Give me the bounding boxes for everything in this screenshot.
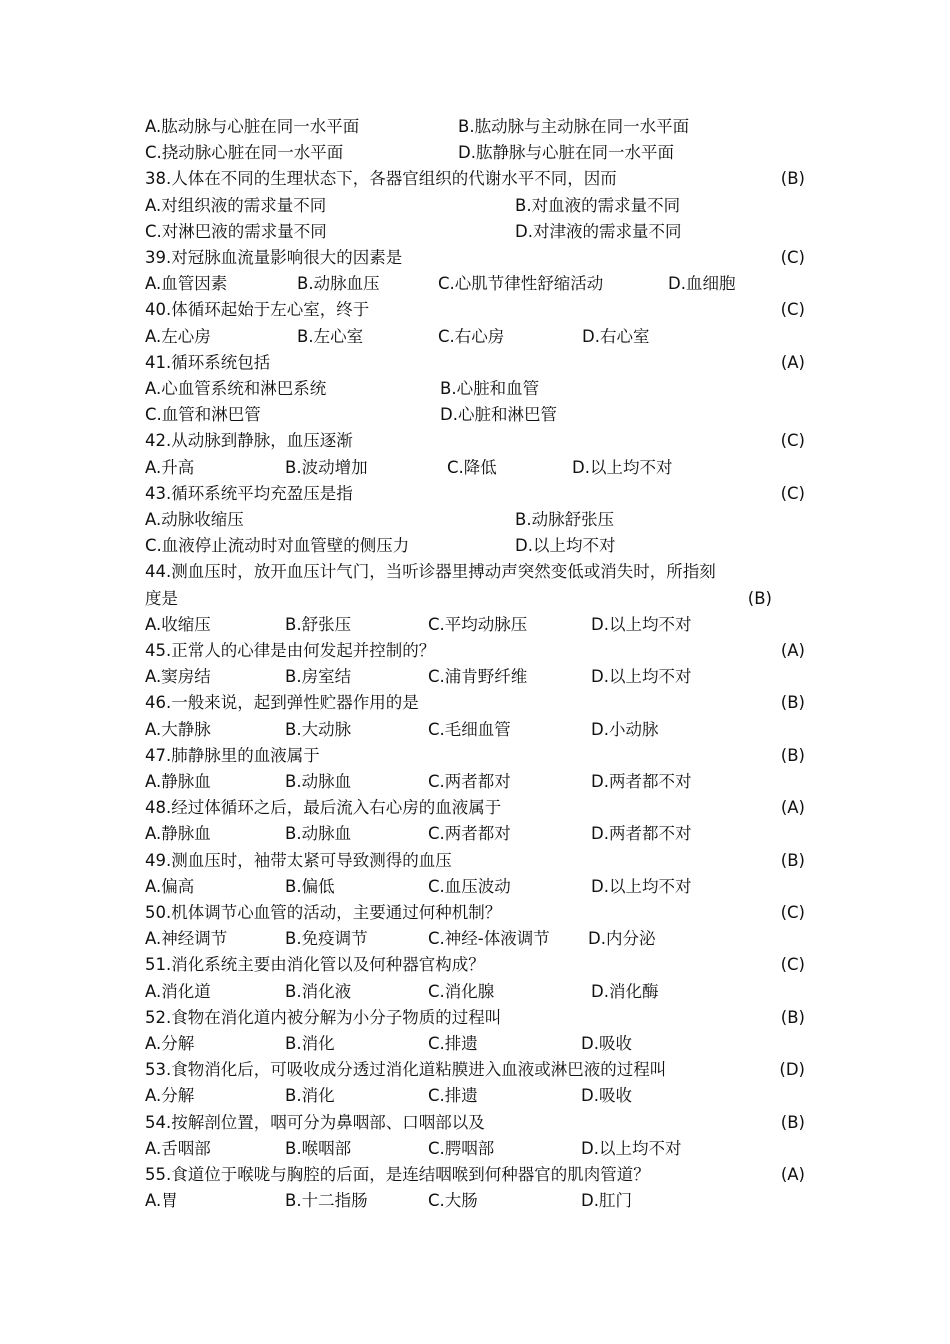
options-line	[145, 1031, 805, 1057]
question-line	[145, 559, 805, 585]
option-b: D.对津液的需求量不同	[515, 221, 682, 241]
question-line	[145, 848, 805, 874]
options-line	[145, 219, 805, 245]
options-line	[145, 455, 805, 481]
options-line	[145, 979, 805, 1005]
answer-key: (B)	[780, 1007, 805, 1027]
options-line	[145, 769, 805, 795]
option-c: C.两者都对	[428, 824, 511, 844]
options-line	[145, 874, 805, 900]
options-line	[145, 140, 805, 166]
option-b: B.消化	[285, 1086, 335, 1106]
options-line	[145, 926, 805, 952]
options-line	[145, 193, 805, 219]
question-line	[145, 952, 805, 978]
option-b: B.消化液	[285, 981, 352, 1001]
option-c: C.大肠	[428, 1191, 478, 1211]
question-text: 42.从动脉到静脉，血压逐渐	[145, 431, 353, 451]
option-c: C.消化腺	[428, 981, 495, 1001]
option-a: A.升高	[145, 457, 195, 477]
question-text: 38.人体在不同的生理状态下，各器官组织的代谢水平不同，因而	[145, 169, 617, 189]
option-a: C.血管和淋巴管	[145, 405, 261, 425]
option-a: A.胃	[145, 1191, 178, 1211]
option-d: D.肛门	[581, 1191, 632, 1211]
question-text: 51.消化系统主要由消化管以及何种器官构成？	[145, 955, 485, 975]
question-line	[145, 481, 805, 507]
option-d: D.两者都不对	[591, 824, 692, 844]
option-c: C.心肌节律性舒缩活动	[438, 274, 604, 294]
options-line	[145, 1136, 805, 1162]
option-b: B.左心室	[297, 326, 364, 346]
question-text: 41.循环系统包括	[145, 352, 271, 372]
answer-key: (C)	[780, 483, 805, 503]
option-a: C.挠动脉心脏在同一水平面	[145, 143, 344, 163]
answer-key: (A)	[780, 798, 805, 818]
question-text: 44.测血压时，放开血压计气门，当听诊器里搏动声突然变低或消失时，所指刻	[145, 562, 716, 582]
question-line	[145, 1057, 805, 1083]
option-a: A.收缩压	[145, 614, 211, 634]
option-c: C.平均动脉压	[428, 614, 528, 634]
option-d: D.内分泌	[588, 929, 656, 949]
question-line	[145, 166, 805, 192]
option-a: A.分解	[145, 1034, 195, 1053]
options-line	[145, 821, 805, 847]
question-text: 46.一般来说，起到弹性贮器作用的是	[145, 693, 419, 713]
question-text: 48.经过体循环之后，最后流入右心房的血液属于	[145, 798, 502, 818]
option-b: D.肱静脉与心脏在同一水平面	[458, 143, 674, 163]
option-d: D.血细胞	[668, 274, 736, 294]
question-text: 43.循环系统平均充盈压是指	[145, 483, 353, 503]
option-b: B.波动增加	[285, 457, 368, 477]
answer-key: (B)	[780, 1112, 805, 1132]
option-c: C.右心房	[438, 326, 505, 346]
question-line	[145, 297, 805, 323]
question-line	[145, 245, 805, 271]
option-a: A.分解	[145, 1086, 195, 1106]
option-c: C.降低	[447, 457, 497, 477]
option-b: B.舒张压	[285, 614, 352, 634]
option-b: B.大动脉	[285, 719, 352, 739]
question-line	[145, 900, 805, 926]
question-text: 40.体循环起始于左心室，终于	[145, 300, 370, 320]
answer-key: (C)	[780, 955, 805, 975]
answer-key: (A)	[780, 641, 805, 660]
option-d: D.小动脉	[591, 719, 659, 739]
options-line	[145, 271, 805, 297]
option-b: B.肱动脉与主动脉在同一水平面	[458, 117, 690, 136]
answer-key: (C)	[780, 248, 805, 267]
option-a: A.消化道	[145, 981, 211, 1001]
answer-key: (B)	[780, 693, 805, 713]
options-line	[145, 612, 805, 638]
answer-key: (A)	[780, 352, 805, 372]
answer-key: (B)	[747, 588, 772, 608]
option-d: D.吸收	[581, 1086, 632, 1106]
option-b: B.房室结	[285, 667, 352, 687]
question-line	[145, 1162, 805, 1188]
options-line	[145, 114, 805, 140]
answer-key: (B)	[780, 745, 805, 765]
options-line	[145, 376, 805, 402]
option-d: D.以上均不对	[591, 614, 692, 634]
option-c: C.腭咽部	[428, 1138, 495, 1158]
option-c: C.两者都对	[428, 772, 511, 791]
question-line	[145, 690, 805, 716]
option-d: D.两者都不对	[591, 772, 692, 791]
option-a: A.左心房	[145, 326, 211, 346]
question-text: 53.食物消化后，可吸收成分透过消化道粘膜进入血液或淋巴液的过程叫	[145, 1060, 667, 1080]
options-line	[145, 1188, 805, 1214]
question-text: 54.按解剖位置，咽可分为鼻咽部、口咽部以及	[145, 1112, 485, 1132]
option-d: D.以上均不对	[591, 876, 692, 896]
option-a: A.舌咽部	[145, 1138, 211, 1158]
option-a: A.血管因素	[145, 274, 228, 294]
options-line	[145, 324, 805, 350]
option-b: B.消化	[285, 1034, 335, 1053]
option-b: B.动脉舒张压	[515, 510, 615, 529]
question-line	[145, 743, 805, 769]
option-b: B.动脉血压	[297, 274, 380, 294]
option-b: B.心脏和血管	[440, 379, 540, 398]
option-c: C.排遗	[428, 1086, 478, 1106]
option-b: B.免疫调节	[285, 929, 368, 949]
option-c: C.神经-体液调节	[428, 929, 550, 949]
option-c: C.排遗	[428, 1034, 478, 1053]
question-line	[145, 350, 805, 376]
option-b: D.心脏和淋巴管	[440, 405, 557, 425]
option-a: A.静脉血	[145, 772, 211, 791]
question-text: 39.对冠脉血流量影响很大的因素是	[145, 248, 403, 267]
option-a: A.静脉血	[145, 824, 211, 844]
option-d: D.以上均不对	[572, 457, 673, 477]
question-text: 50.机体调节心血管的活动，主要通过何种机制？	[145, 903, 502, 922]
option-d: D.以上均不对	[591, 667, 692, 687]
option-b: B.十二指肠	[285, 1191, 368, 1211]
option-a: A.肱动脉与心脏在同一水平面	[145, 117, 360, 136]
question-line	[145, 1005, 805, 1031]
answer-key: (B)	[780, 169, 805, 189]
option-a: A.大静脉	[145, 719, 211, 739]
option-d: D.以上均不对	[581, 1138, 682, 1158]
options-line	[145, 1083, 805, 1109]
option-b: B.对血液的需求量不同	[515, 195, 681, 215]
option-c: C.毛细血管	[428, 719, 511, 739]
answer-key: (C)	[780, 903, 805, 922]
options-line	[145, 717, 805, 743]
option-b: B.动脉血	[285, 772, 352, 791]
option-a: A.对组织液的需求量不同	[145, 195, 327, 215]
options-line	[145, 402, 805, 428]
option-c: C.浦肯野纤维	[428, 667, 528, 687]
answer-key: (A)	[780, 1165, 805, 1184]
question-text: 45.正常人的心律是由何发起并控制的？	[145, 641, 436, 660]
question-line	[145, 586, 805, 612]
answer-key: (B)	[780, 850, 805, 870]
options-line	[145, 664, 805, 690]
option-d: D.右心室	[582, 326, 650, 346]
option-b: B.喉咽部	[285, 1138, 352, 1158]
option-a: C.血液停止流动时对血管壁的侧压力	[145, 536, 410, 556]
option-a: A.偏高	[145, 876, 195, 896]
option-b: B.偏低	[285, 876, 335, 896]
question-line	[145, 638, 805, 664]
answer-key: (C)	[780, 300, 805, 320]
option-a: A.动脉收缩压	[145, 510, 244, 529]
option-c: C.血压波动	[428, 876, 511, 896]
options-line	[145, 507, 805, 533]
option-b: B.动脉血	[285, 824, 352, 844]
option-d: D.吸收	[581, 1034, 632, 1053]
option-b: D.以上均不对	[515, 536, 616, 556]
answer-key: (D)	[779, 1060, 805, 1080]
question-text: 52.食物在消化道内被分解为小分子物质的过程叫	[145, 1007, 502, 1027]
question-text: 49.测血压时，袖带太紧可导致测得的血压	[145, 850, 452, 870]
option-d: D.消化酶	[591, 981, 659, 1001]
question-line	[145, 428, 805, 454]
question-text: 47.肺静脉里的血液属于	[145, 745, 320, 765]
options-line	[145, 533, 805, 559]
question-line	[145, 795, 805, 821]
question-line	[145, 1110, 805, 1136]
question-text: 度是	[145, 588, 178, 608]
option-a: A.窦房结	[145, 667, 211, 687]
option-a: C.对淋巴液的需求量不同	[145, 221, 327, 241]
answer-key: (C)	[780, 431, 805, 451]
option-a: A.神经调节	[145, 929, 228, 949]
option-a: A.心血管系统和淋巴系统	[145, 379, 327, 398]
question-text: 55.食道位于喉咙与胸腔的后面，是连结咽喉到何种器官的肌肉管道？	[145, 1165, 650, 1184]
